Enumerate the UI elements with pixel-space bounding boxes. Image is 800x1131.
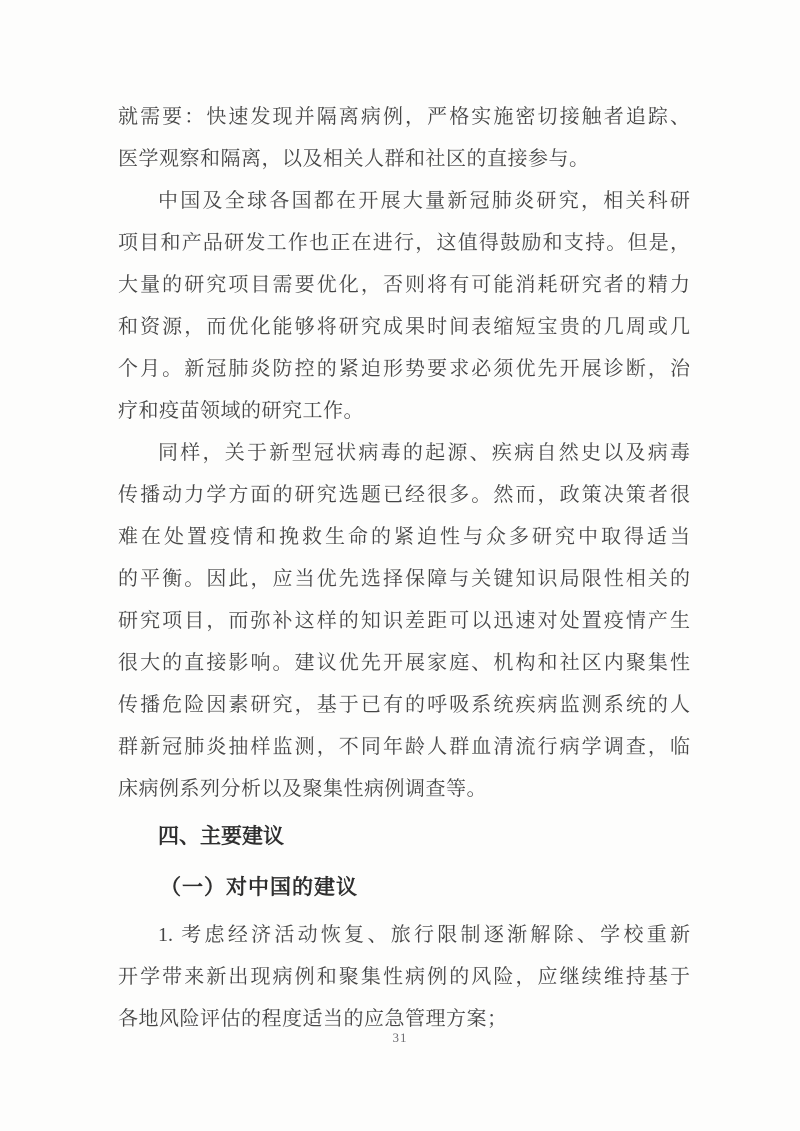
text-line: 大量的研究项目需要优化，否则将有可能消耗研究者的精力 <box>118 274 690 296</box>
subsection-heading-china: （一）对中国的建议 <box>160 875 358 899</box>
text-line: 传播危险因素研究，基于已有的呼吸系统疾病监测系统的人 <box>118 694 690 716</box>
section-heading-recommendations: 四、主要建议 <box>158 825 284 848</box>
text-line: 中国及全球各国都在开展大量新冠肺炎研究，相关科研 <box>158 190 690 212</box>
recommendation-item-1 <box>118 914 690 1040</box>
page-body <box>118 96 690 1040</box>
text-line: 同样，关于新型冠状病毒的起源、疾病自然史以及病毒 <box>158 442 690 464</box>
paragraph-research <box>118 180 690 432</box>
page-number: 31 <box>392 1030 408 1045</box>
text-line: 个月。新冠肺炎防控的紧迫形势要求必须优先开展诊断，治 <box>118 358 690 380</box>
text-line: 疗和疫苗领域的研究工作。 <box>118 400 364 422</box>
text-line: 群新冠肺炎抽样监测，不同年龄人群血清流行病学调查，临 <box>118 736 690 758</box>
text-line: 项目和产品研发工作也正在进行，这值得鼓励和支持。但是， <box>118 232 690 254</box>
text-line: 传播动力学方面的研究选题已经很多。然而，政策决策者很 <box>118 484 690 506</box>
paragraph-carryover <box>118 96 690 180</box>
paragraph-priorities <box>118 432 690 810</box>
text-line: 和资源，而优化能够将研究成果时间表缩短宝贵的几周或几 <box>118 316 690 338</box>
text-line: 床病例系列分析以及聚集性病例调查等。 <box>118 778 487 800</box>
text-line: 医学观察和隔离，以及相关人群和社区的直接参与。 <box>118 148 590 170</box>
text-line: 很大的直接影响。建议优先开展家庭、机构和社区内聚集性 <box>118 652 690 674</box>
text-line: 难在处置疫情和挽救生命的紧迫性与众多研究中取得适当 <box>118 526 690 548</box>
text-line: 开学带来新出现病例和聚集性病例的风险，应继续维持基于 <box>118 966 690 988</box>
text-line: 研究项目，而弥补这样的知识差距可以迅速对处置疫情产生 <box>118 610 690 632</box>
text-line: 的平衡。因此，应当优先选择保障与关键知识局限性相关的 <box>118 568 690 590</box>
text-line: 就需要：快速发现并隔离病例，严格实施密切接触者追踪、 <box>118 106 690 128</box>
text-line: 各地风险评估的程度适当的应急管理方案； <box>118 1008 508 1030</box>
text-line: 1. 考虑经济活动恢复、旅行限制逐渐解除、学校重新 <box>158 924 690 946</box>
